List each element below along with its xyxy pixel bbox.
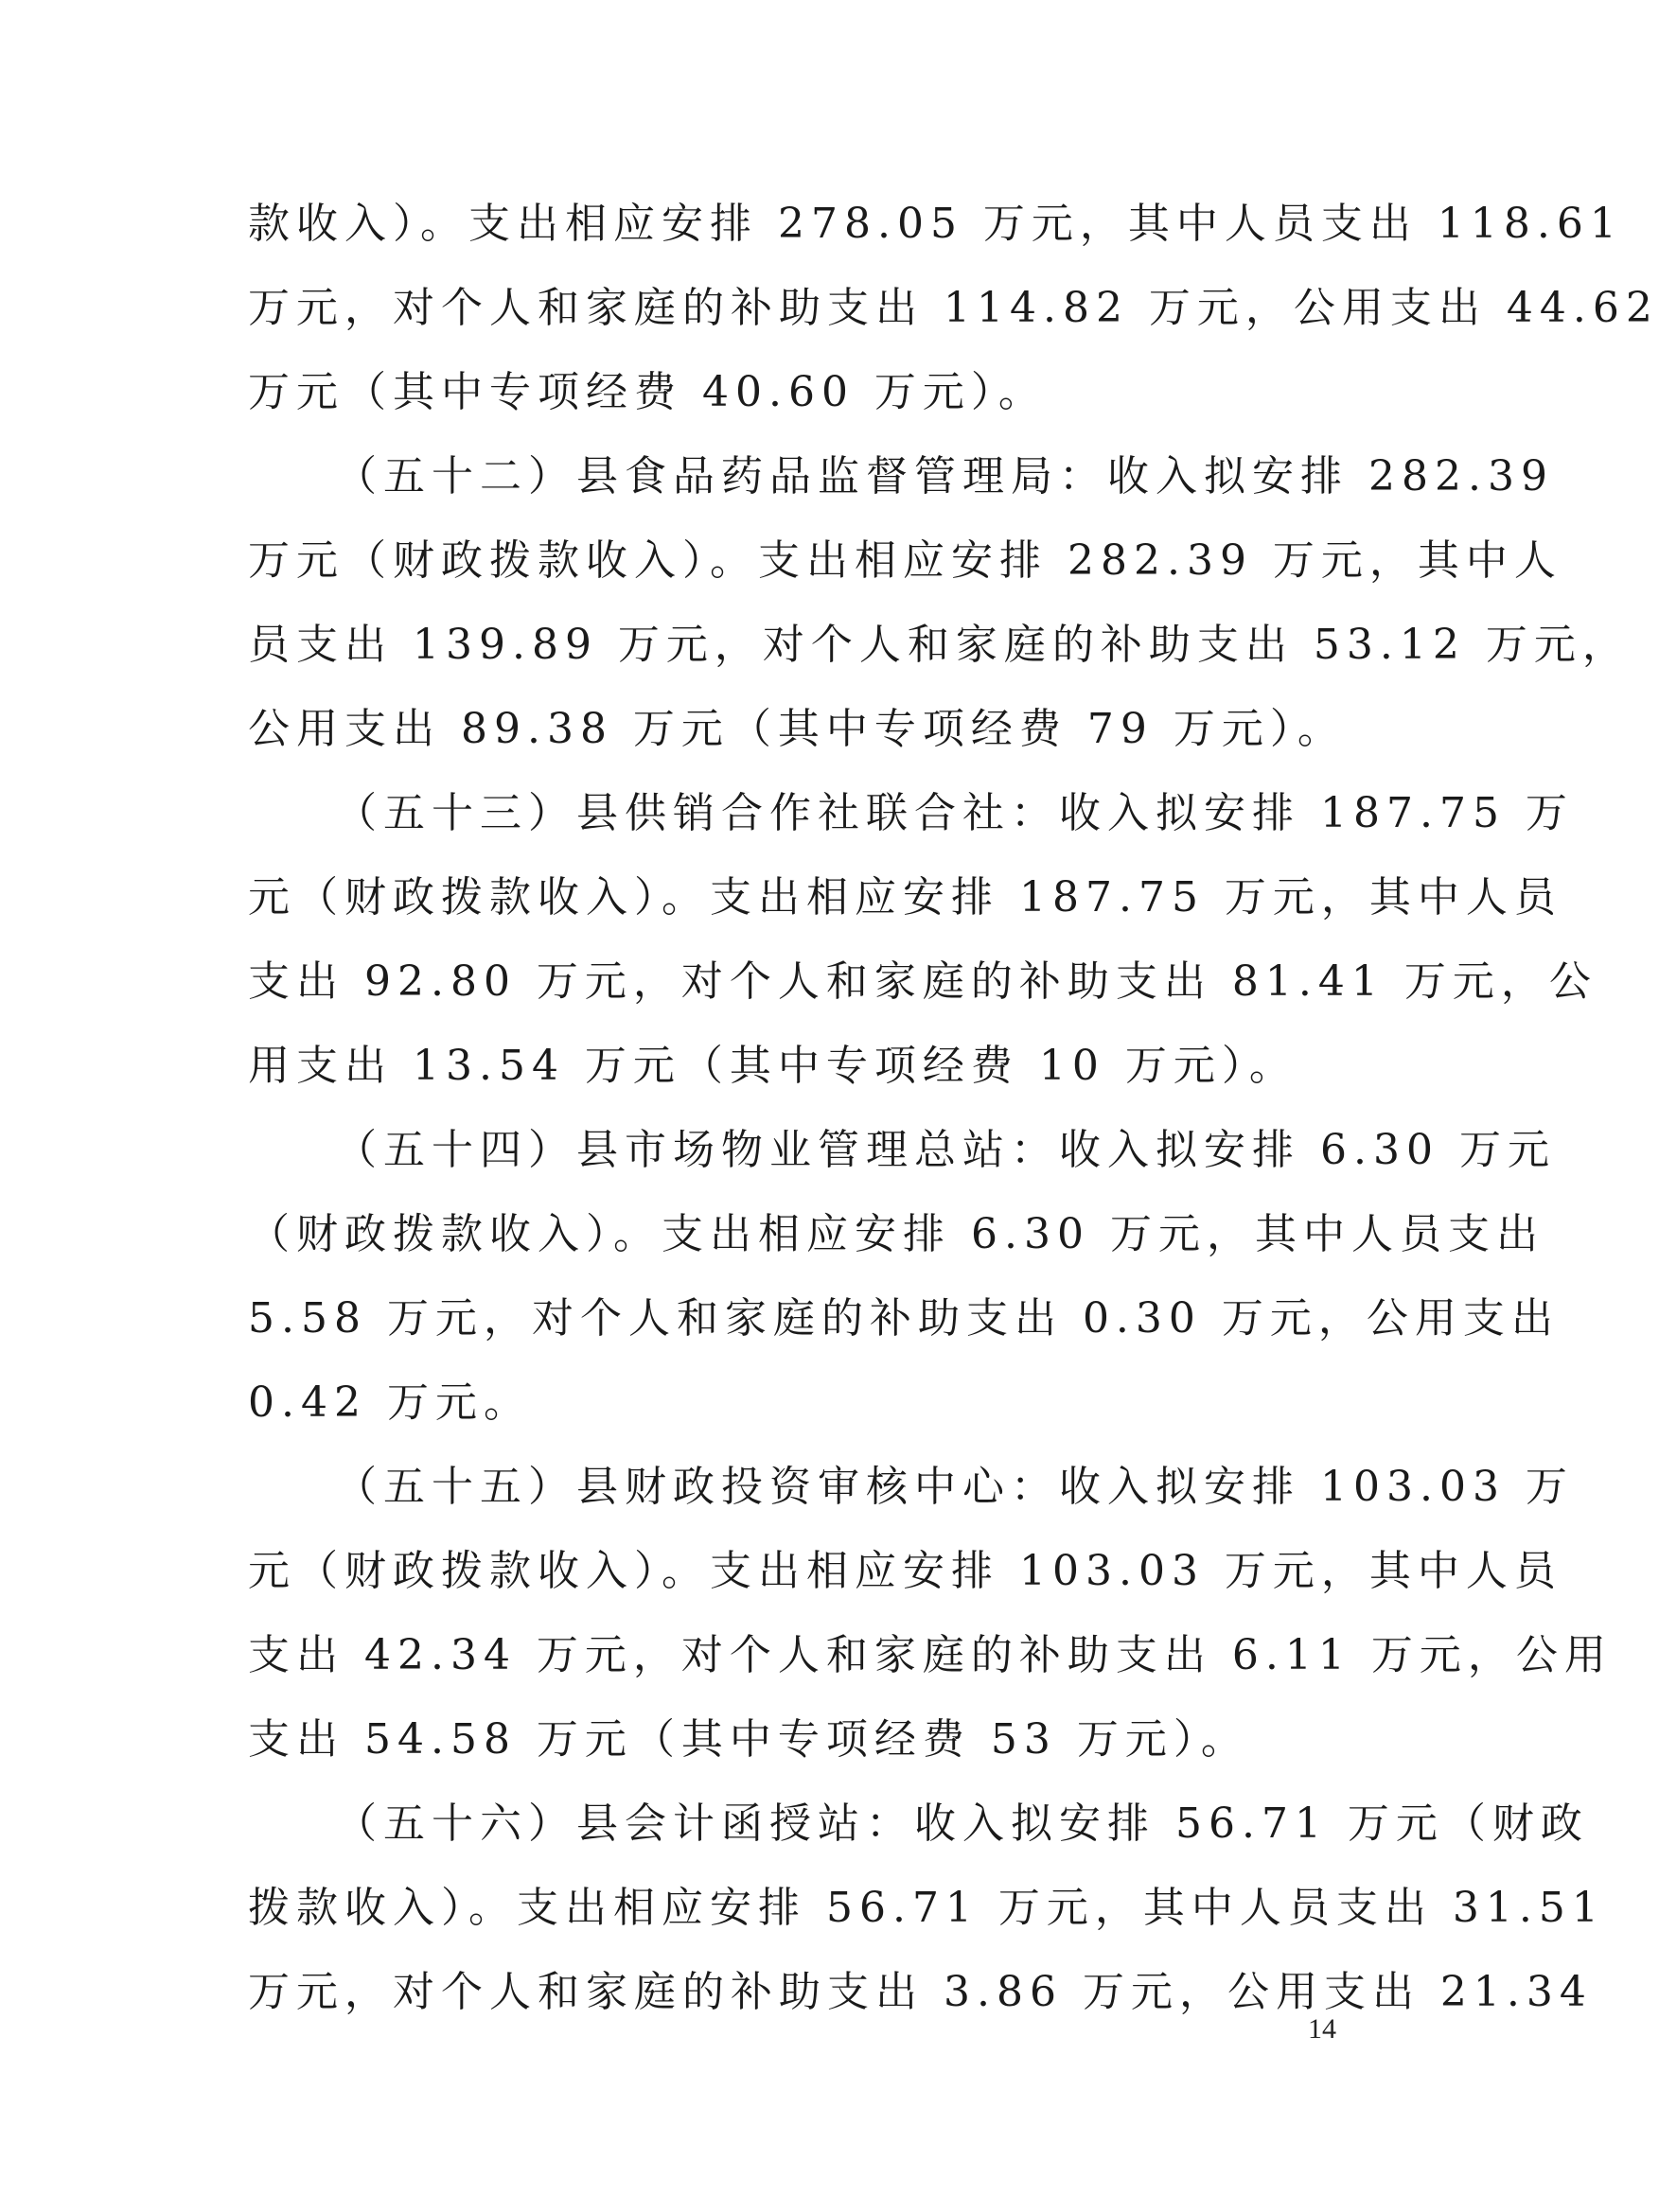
paragraph-53-heading-line: （五十三）县供销合作社联合社：收入拟安排 187.75 万 [335, 789, 1574, 837]
text-line: 支出 54.58 万元（其中专项经费 53 万元）。 [248, 1715, 1249, 1764]
text-line: 公用支出 89.38 万元（其中专项经费 79 万元）。 [248, 705, 1346, 753]
page-number: 14 [1308, 2013, 1336, 2045]
text-line: 万元（其中专项经费 40.60 万元）。 [248, 368, 1047, 416]
paragraph-56-heading-line: （五十六）县会计函授站：收入拟安排 56.71 万元（财政 [335, 1799, 1589, 1848]
text-line: 支出 42.34 万元，对个人和家庭的补助支出 6.11 万元，公用 [248, 1631, 1613, 1679]
text-line: 万元（财政拨款收入）。支出相应安排 282.39 万元，其中人 [248, 536, 1562, 585]
text-line: 员支出 139.89 万元，对个人和家庭的补助支出 53.12 万元， [248, 621, 1631, 669]
text-line: 万元，对个人和家庭的补助支出 114.82 万元，公用支出 44.62 [248, 284, 1659, 332]
text-line: 元（财政拨款收入）。支出相应安排 103.03 万元，其中人员 [248, 1547, 1562, 1595]
text-line: 万元，对个人和家庭的补助支出 3.86 万元，公用支出 21.34 [248, 1968, 1593, 2016]
text-line: 0.42 万元。 [248, 1378, 532, 1427]
paragraph-52-heading-line: （五十二）县食品药品监督管理局：收入拟安排 282.39 [335, 452, 1554, 500]
text-line: （财政拨款收入）。支出相应安排 6.30 万元，其中人员支出 [248, 1210, 1544, 1258]
text-line: 5.58 万元，对个人和家庭的补助支出 0.30 万元，公用支出 [248, 1294, 1560, 1343]
paragraph-55-heading-line: （五十五）县财政投资审核中心：收入拟安排 103.03 万 [335, 1463, 1574, 1511]
text-line: 款收入）。支出相应安排 278.05 万元，其中人员支出 118.61 [248, 200, 1623, 248]
body-text [248, 182, 1659, 2034]
text-line: 支出 92.80 万元，对个人和家庭的补助支出 81.41 万元，公 [248, 957, 1597, 1006]
text-line: 用支出 13.54 万元（其中专项经费 10 万元）。 [248, 1042, 1297, 1090]
text-line: 拨款收入）。支出相应安排 56.71 万元，其中人员支出 31.51 [248, 1884, 1605, 1932]
text-line: 元（财政拨款收入）。支出相应安排 187.75 万元，其中人员 [248, 873, 1562, 922]
paragraph-54-heading-line: （五十四）县市场物业管理总站：收入拟安排 6.30 万元 [335, 1126, 1556, 1174]
